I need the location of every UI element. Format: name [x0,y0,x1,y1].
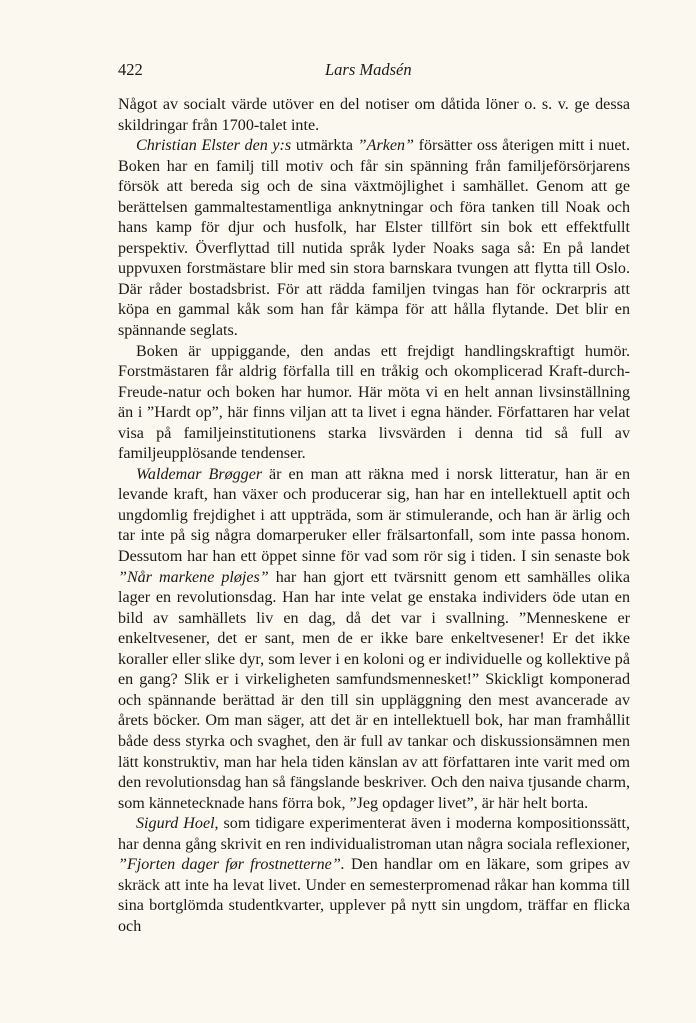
book-title: ”Når markene pløjes” [118,568,269,586]
text-segment: Den handlar om en läkare, som gripes av skräck att inte ha levat livet. Under en semesterpromenad råkar han komma till sina bortglömda studentkvarter, upplever på nytt sin ungdom, träffar en flicka och [118,856,630,935]
author-name: Christian Elster den y:s [136,137,292,155]
text-segment: Boken är uppiggande, den andas ett frejdigt handlingskraftigt humör. Forstmästaren får aldrig förfalla till en tråkig och okomplicerad Kraft-durch-Freude-natur och boken har humor. Här möta vi en helt annan livsinställning än i ”Hardt op”, här finns viljan att ta livet i egna händer. Författaren har velat visa på familjeinstitutionens starka livsvärden i denna tid så full av familjeupplösande tendenser. [118,342,630,463]
text-segment: som tidigare experimenterat även i moderna kompositionssätt, har denna gång skrivit en ren individualistroman utan några sociala reflexioner, [118,815,631,853]
page-header [118,60,630,84]
text-segment: är en man att räkna med i norsk litteratur, han är en levande kraft, han växer och producerar sig, han har en intellektuell aptit och ungdomlig frejdighet i att uppträda, som är stimulerande, och han är ärlig och tar inte på sig några domarperuker eller frälsartonfall, som inte passa honom. Dessutom har han ett öppet sinne för vad som rör sig i tiden. I sin senaste bok [118,465,630,566]
running-title: Lars Madsén [325,60,412,79]
text-segment: Något av socialt värde utöver en del notiser om dåtida löner o. s. v. ge dessa skildringar från 1700-talet inte. [118,96,630,134]
page-number: 422 [118,60,143,79]
text-body [118,95,630,937]
text-segment: utmärkta [291,137,358,155]
paragraph-intro-remainder [118,95,630,136]
text-segment: försätter oss återigen mitt i nuet. Boken har en familj till motiv och får sin spänning från familjeförsörjarens försök att bereda sig och de sina växtmöjlighet i samhället. Genom att ge berättelsen gammaltestamentliga anknytningar och föra tanken till Noak och hans kamp för djur och husfolk, har Elster tillfört sin bok ett effektfullt perspektiv. Överflyttad till nutida språk lyder Noaks saga så: En på landet uppvuxen forstmästare blir med sin stora barnskara tvungen att flytta till Oslo. Där råder bostadsbrist. För att rädda familjen tvingas han för ockrarpris att köpa en gammal kåk som han får kämpa för att hålla flytande. Det blir en spännande seglats. [118,137,630,340]
author-name: Waldemar Brøgger [136,465,263,483]
book-title: ”Fjorten dager før frostnetterne”. [118,856,345,874]
text-segment: har han gjort ett tvärsnitt genom ett samhälles olika lager en revolutionsdag. Han har inte velat ge enstaka individers öde utan en bild av samhällets liv en dag, då det var i svallning. ”Menneskene er enkeltvesener, det er sant, men de er ikke bare enkeltvesener! Er det ikke koraller eller slike dyr, som lever i en koloni og er individuelle og kollektive på en gang? Slik er i virkeligheten samfundsmennesket!” Skickligt komponerad och spännande berättad är den till sin uppläggning den mest avancerade av årets böcker. Om man säger, att det är en intellektuell bok, har man framhållit både dess styrka och svaghet, den är full av tankar och diskussionsämnen men lätt konstruktiv, man har hela tiden känslan av att författaren inte varit med om den revolutionsdag han så fängslande beskriver. Och den naiva tjusande charm, som kännetecknade hans förra bok, ”Jeg opdager livet”, är här helt borta. [118,568,630,812]
paragraph-brogger [118,465,630,814]
book-title: ”Arken” [357,137,414,155]
paragraph-elster-continued [118,342,630,465]
paragraph-hoel [118,814,630,937]
author-name: Sigurd Hoel, [136,815,219,833]
paragraph-elster [118,136,630,341]
